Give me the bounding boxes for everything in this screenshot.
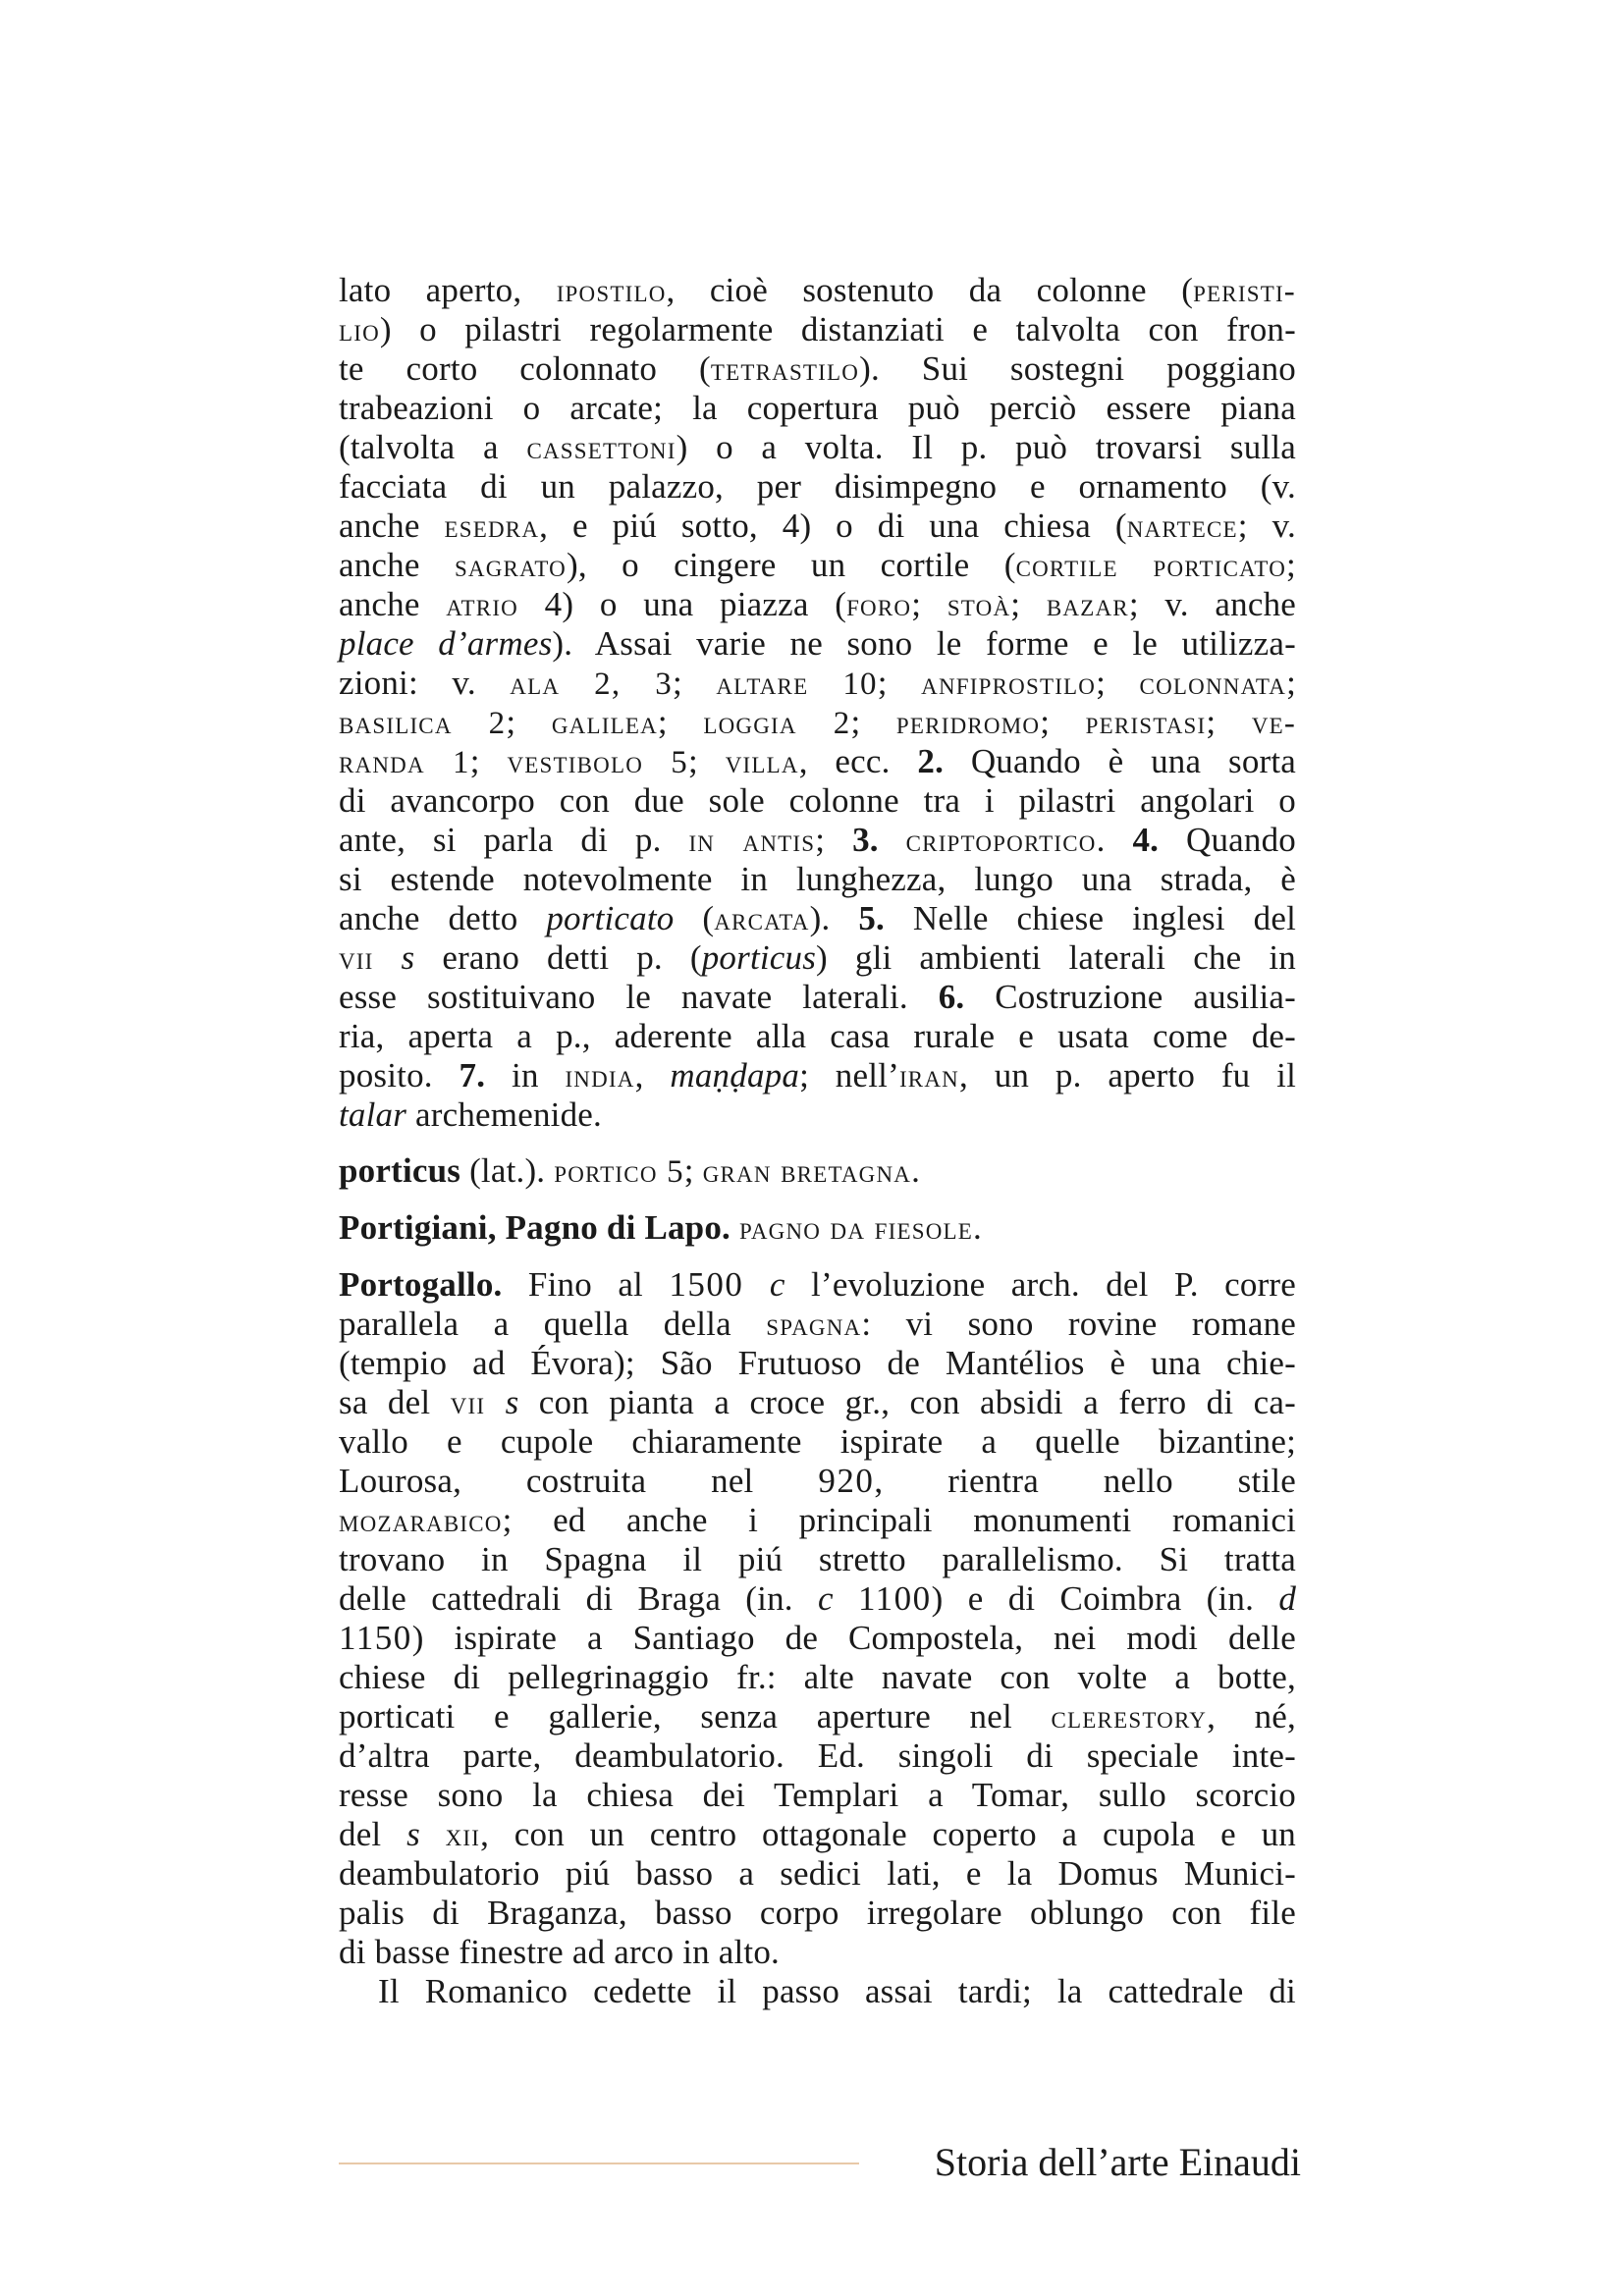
text-line: vii s erano detti p. (porticus) gli ambienti laterali che in — [339, 938, 1296, 977]
text-line: lio) o pilastri regolarmente distanziati e talvolta con fron- — [339, 310, 1296, 348]
section-number: 4. — [1132, 821, 1160, 859]
text-line: resse sono la chiesa dei Templari a Tomar, sullo scorcio — [339, 1776, 1296, 1814]
cross-ref: cortile porticato — [1015, 549, 1287, 584]
text-line: porticati e gallerie, senza aperture nel clerestory, né, — [339, 1697, 1296, 1735]
cross-ref: peridromo — [895, 706, 1041, 741]
text-line: anche detto porticato (arcata). 5. Nelle chiese inglesi del — [339, 899, 1297, 937]
cross-ref: gran bretagna — [702, 1154, 912, 1190]
text-line: di avancorpo con due sole colonne tra i pilastri angolari o — [339, 781, 1296, 820]
entry-headword: porticus — [339, 1151, 461, 1190]
cross-ref: stoà — [947, 588, 1011, 623]
cross-ref: tetrastilo — [710, 352, 860, 388]
cross-ref: ve- — [1251, 706, 1297, 741]
text-line: vallo e cupole chiaramente ispirate a quelle bizantine; — [339, 1422, 1296, 1461]
text-line: trovano in Spagna il piú stretto parallelismo. Si tratta — [339, 1540, 1296, 1578]
cross-ref: lio — [339, 313, 380, 348]
text-line: lato aperto, ipostilo, cioè sostenuto da colonne (peristi- — [339, 271, 1296, 309]
footer-title: Storia dell’arte Einaudi — [934, 2140, 1301, 2184]
text-line: basilica 2; galilea; loggia 2; peridromo; peristasi; ve- — [339, 703, 1297, 741]
cross-ref: pagno da fiesole — [738, 1211, 974, 1247]
cross-ref: sagrato — [454, 549, 567, 584]
cross-ref: nartece — [1126, 509, 1238, 545]
section-number: 6. — [938, 978, 965, 1016]
cross-ref: clerestory — [1051, 1700, 1208, 1735]
text-line: talar archemenide. — [339, 1095, 602, 1134]
text-line: Il Romanico cedette il passo assai tardi; la cattedrale di — [378, 1972, 1296, 2010]
cross-ref: arcata — [714, 902, 810, 937]
text-line: posito. 7. in india, maṇḍapa; nell’iran, un p. aperto fu il — [339, 1056, 1297, 1095]
section-number: 3. — [852, 821, 879, 859]
section-number: 7. — [459, 1056, 486, 1095]
cross-ref: randa 1 — [339, 745, 470, 780]
text-line: ria, aperta a p., aderente alla casa rurale e usata come de- — [339, 1017, 1296, 1055]
text-line: anche esedra, e piú sotto, 4) o di una chiesa (nartece; v. — [339, 507, 1296, 545]
century-roman: xii — [445, 1818, 481, 1853]
cross-ref: criptoportico — [905, 824, 1097, 859]
cross-ref: in antis — [688, 824, 816, 859]
text-line: esse sostituivano le navate laterali. 6. Costruzione ausilia- — [339, 978, 1296, 1016]
century-roman: vii — [450, 1386, 486, 1421]
cross-ref: peristasi — [1085, 706, 1207, 741]
text-line: sa del vii s con pianta a croce gr., con absidi a ferro di ca- — [339, 1383, 1296, 1421]
entry-headword: Portogallo. — [339, 1265, 503, 1304]
text-line: te corto colonnato (tetrastilo). Sui sostegni poggiano — [339, 349, 1296, 388]
cross-ref: anfiprostilo — [921, 667, 1097, 702]
cross-ref: spagna — [766, 1308, 862, 1343]
cross-ref: mozarabico — [339, 1504, 503, 1539]
text-line: zioni: v. ala 2, 3; altare 10; anfiprostilo; colonnata; — [339, 664, 1296, 702]
text-line: si estende notevolmente in lunghezza, lungo una strada, è — [339, 860, 1296, 898]
section-number: 2. — [917, 742, 945, 780]
text-line: place d’armes). Assai varie ne sono le forme e le utilizza- — [339, 624, 1296, 663]
cross-ref: bazar — [1046, 588, 1129, 623]
text-line: anche atrio 4) o una piazza (foro; stoà; bazar; v. anche — [339, 585, 1297, 623]
text-line: d’altra parte, deambulatorio. Ed. singoli di speciale inte- — [339, 1736, 1296, 1775]
cross-ref: galilea — [551, 706, 658, 741]
cross-ref: atrio — [446, 588, 518, 623]
footer-rule — [339, 2163, 859, 2164]
text-line: del s xii, con un centro ottagonale coperto a cupola e un — [339, 1815, 1297, 1853]
text-line: (talvolta a cassettoni) o a volta. Il p. può trovarsi sulla — [339, 428, 1297, 466]
section-number: 5. — [858, 899, 885, 937]
text-line: parallela a quella della spagna: vi sono rovine romane — [339, 1305, 1297, 1343]
cross-ref: ala 2, 3 — [510, 667, 673, 702]
cross-ref: ipostilo — [556, 274, 667, 309]
cross-ref: portico 5 — [554, 1154, 684, 1190]
cross-ref: loggia 2 — [703, 706, 851, 741]
entry-headword: Portigiani, Pagno di Lapo. — [339, 1208, 731, 1247]
text-line: chiese di pellegrinaggio fr.: alte navate con volte a botte, — [339, 1658, 1296, 1696]
text-line: mozarabico; ed anche i principali monumenti romanici — [339, 1501, 1296, 1539]
text-line: 1150) ispirate a Santiago de Compostela, nei modi delle — [339, 1619, 1296, 1657]
text-line: anche sagrato), o cingere un cortile (cortile porticato; — [339, 546, 1296, 584]
text-line: deambulatorio piú basso a sedici lati, e la Domus Munici- — [339, 1854, 1296, 1893]
text-line: trabeazioni o arcate; la copertura può perciò essere piana — [339, 389, 1296, 427]
entry-porticus: porticus (lat.). portico 5; gran bretagna. — [339, 1151, 921, 1190]
text-line: facciata di un palazzo, per disimpegno e ornamento (v. — [339, 467, 1296, 506]
cross-ref: basilica 2 — [339, 706, 507, 741]
cross-ref: cassettoni — [526, 431, 676, 466]
text-line: ante, si parla di p. in antis; 3. criptoportico. 4. Quando — [339, 821, 1297, 859]
text-line: delle cattedrali di Braga (in. c 1100) e di Coimbra (in. d — [339, 1579, 1297, 1618]
text-line: randa 1; vestibolo 5; villa, ecc. 2. Quando è una sorta — [339, 742, 1297, 780]
cross-ref: foro — [846, 588, 912, 623]
cross-ref: vestibolo 5 — [507, 745, 689, 780]
cross-ref: villa — [725, 745, 799, 780]
century-roman: vii — [339, 941, 374, 977]
cross-ref: iran — [898, 1059, 959, 1095]
text-line: palis di Braganza, basso corpo irregolare oblungo con file — [339, 1894, 1296, 1932]
cross-ref: altare 10 — [716, 667, 878, 702]
cross-ref: peristi- — [1193, 274, 1296, 309]
text-line: di basse finestre ad arco in alto. — [339, 1933, 780, 1971]
text-line: (tempio ad Évora); São Frutuoso de Mantélios è una chie- — [339, 1344, 1296, 1382]
text-line: Lourosa, costruita nel 920, rientra nello stile — [339, 1462, 1297, 1500]
cross-ref: esedra — [444, 509, 540, 545]
text-line: Portogallo. Fino al 1500 c l’evoluzione arch. del P. corre — [339, 1265, 1297, 1304]
cross-ref: india — [565, 1059, 635, 1095]
entry-portigiani: Portigiani, Pagno di Lapo. pagno da fiesole. — [339, 1208, 982, 1247]
cross-ref: colonnata — [1139, 667, 1287, 702]
